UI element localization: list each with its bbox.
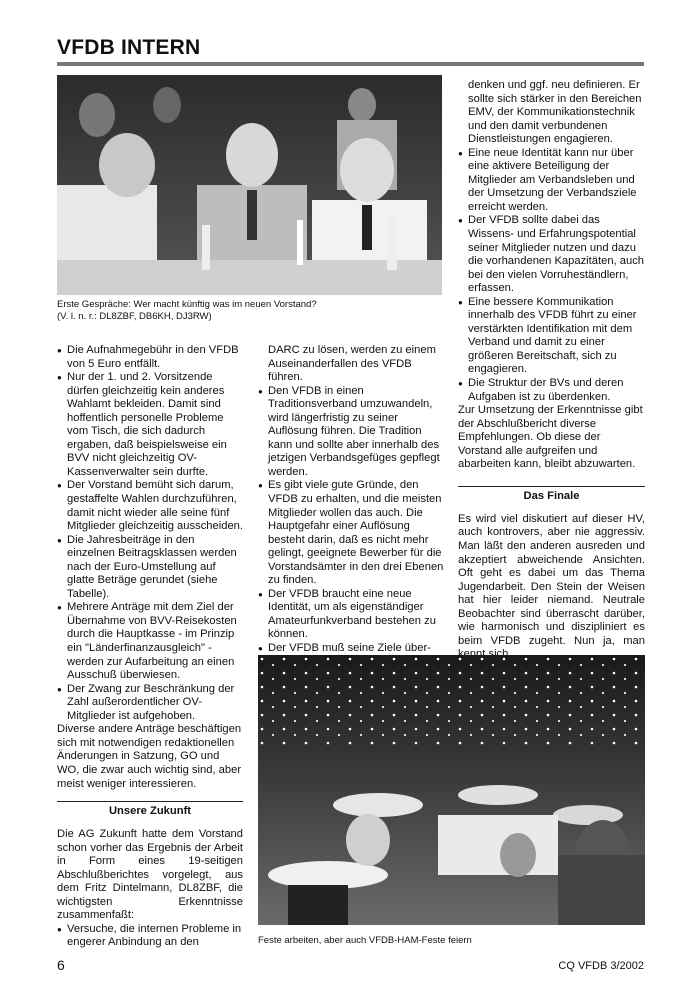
paragraph: Zur Umsetzung der Erkenntnisse gibt der Abschlußbericht diverse Empfehlungen. Ob diese der Vorstand alle aufgreifen und abarbeiten kann, bleibt abzuwarten. xyxy=(458,404,643,471)
list-item: ● Versuche, die internen Probleme in engerer Anbindung an den xyxy=(57,923,243,950)
photo-meeting-illustration xyxy=(57,75,442,295)
section-heading-zukunft: Unsere Zukunft xyxy=(57,801,243,818)
bullet-list xyxy=(258,385,444,656)
photo-meeting-table xyxy=(57,75,442,295)
title-rule xyxy=(57,62,644,66)
paragraph: Diverse andere Anträge beschäftigen sich mit notwendigen redaktionellen Änderungen in Satzung, GO und WO, die zwar auch wichtig sind, aber meist weniger interessieren. xyxy=(57,723,242,790)
caption-line: (V. l. n. r.: DL8ZBF, DB6KH, DJ3RW) xyxy=(57,311,212,322)
photo-caption-1 xyxy=(57,299,447,323)
list-item: ● Der Vorstand bemüht sich darum, gestaffelte Wahlen durchzuführen, damit nicht wieder alle seine fünf Mitglieder gleichzeitig ausscheiden. xyxy=(57,479,243,533)
photo-banquet-hall xyxy=(258,655,645,925)
column-1 xyxy=(57,344,243,950)
list-item: ● Die Struktur der BVs und deren Aufgaben ist zu überdenken. xyxy=(458,377,645,404)
paragraph: denken und ggf. neu definieren. Er sollte sich stärker in den Bereichen EMV, der Kommunikationstechnik und den damit verbundenen Dienstleistungen engagieren. xyxy=(468,79,642,146)
caption-line: Erste Gespräche: Wer macht künftig was im neuen Vorstand? xyxy=(57,299,317,310)
paragraph: Die AG Zukunft hatte dem Vorstand schon vorher das Ergebnis der Arbeit in Form eines 19-seitigen Abschlußberichtes vorgelegt, aus dem Fritz Dintelmann, DL8ZBF, die wichtigsten Erkenntnisse zusammenfaßt: xyxy=(57,828,243,922)
column-3 xyxy=(458,79,645,662)
list-item: ● Der Zwang zur Beschränkung der Zahl außerordentlicher OV-Mitglieder ist aufgehoben. xyxy=(57,683,243,724)
photo-caption-2: Feste arbeiten, aber auch VFDB-HAM-Feste feiern xyxy=(258,935,472,946)
list-item: ● Nur der 1. und 2. Vorsitzende dürfen gleichzeitig kein anderes Wahlamt bekleiden. Damit sind hoffentlich personelle Probleme vom Tisch, die sich dadurch ergaben, daß beispielsweise ein BVV nicht gleichzeitig OV-Kassenverwalter sein durfte. xyxy=(57,371,243,479)
list-item: ● Mehrere Anträge mit dem Ziel der Übernahme von BVV-Reisekosten durch die Hauptkasse - im Prinzip ein "Länderfinanzausgleich" - werden zur Aufarbeitung an einen Ausschuß überwiesen. xyxy=(57,601,243,682)
page-number: 6 xyxy=(57,957,65,973)
bullet-list xyxy=(57,923,243,950)
photo-hall-illustration xyxy=(258,655,645,925)
bullet-list xyxy=(458,147,645,404)
publication-info: CQ VFDB 3/2002 xyxy=(558,960,644,972)
list-item: ● Eine bessere Kommunikation innerhalb des VFDB führt zu einer verstärkten Identifikation mit dem Verband und damit zu einer größeren Bereitschaft, sich zu engagieren. xyxy=(458,296,645,377)
list-item: ● Es gibt viele gute Gründe, den VFDB zu erhalten, und die meisten Mitglieder wollen das auch. Die Hauptgefahr einer Auflösung besteht darin, daß es nicht mehr gelingt, geeignete Bewerber für die Vorstandsämter in den drei Ebenen zu finden. xyxy=(258,479,444,587)
section-heading-finale: Das Finale xyxy=(458,486,645,503)
list-item: ● Der VFDB sollte dabei das Wissens- und Erfahrungspotential seiner Mitglieder nutzen und dazu die vorhandenen Kapazitäten, auch bei den vielen Vorruheständlern, erfassen. xyxy=(458,214,645,295)
page-title: VFDB INTERN xyxy=(57,36,201,59)
paragraph: Es wird viel diskutiert auf dieser HV, auch kontrovers, aber nie aggressiv. Man läßt den anderen ausreden und akzeptiert abweichende Ansichten. Oft geht es dabei um das Thema Jugendarbeit. Den Stein der Weisen hat hier leider niemand. Neutrale Beobachter sind überrascht darüber, wie harmonisch und diszipliniert es beim VFDB zugeht. Nun ja, man xyxy=(458,512,645,647)
list-item: ● Der VFDB muß seine Ziele über- xyxy=(258,642,444,656)
bullet-list xyxy=(57,344,243,723)
list-item: ● Die Jahresbeiträge in den einzelnen Beitragsklassen werden nach der Euro-Umstellung auf glatte Beträge gerundet (siehe Tabelle). xyxy=(57,534,243,602)
list-item: ● Der VFDB braucht eine neue Identität, um als eigenständiger Amateurfunkverband bestehen zu können. xyxy=(258,588,444,642)
list-item: ● Die Aufnahmegebühr in den VFDB von 5 Euro entfällt. xyxy=(57,344,243,371)
list-item: ● Den VFDB in einen Traditionsverband umzuwandeln, wird längerfristig zu seiner Auflösung führen. Die Tradition kann und sollte aber innerhalb des jetzigen Verbandsgefüges gepflegt werden. xyxy=(258,385,444,480)
list-item: ● Eine neue Identität kann nur über eine aktivere Beteiligung der Mitglieder am Verbandsleben und der Umsetzung der Verbandsziele erreicht werden. xyxy=(458,147,645,215)
paragraph: DARC zu lösen, werden zu einem Auseinanderfallen des VFDB führen. xyxy=(268,344,436,384)
column-2 xyxy=(258,344,444,656)
